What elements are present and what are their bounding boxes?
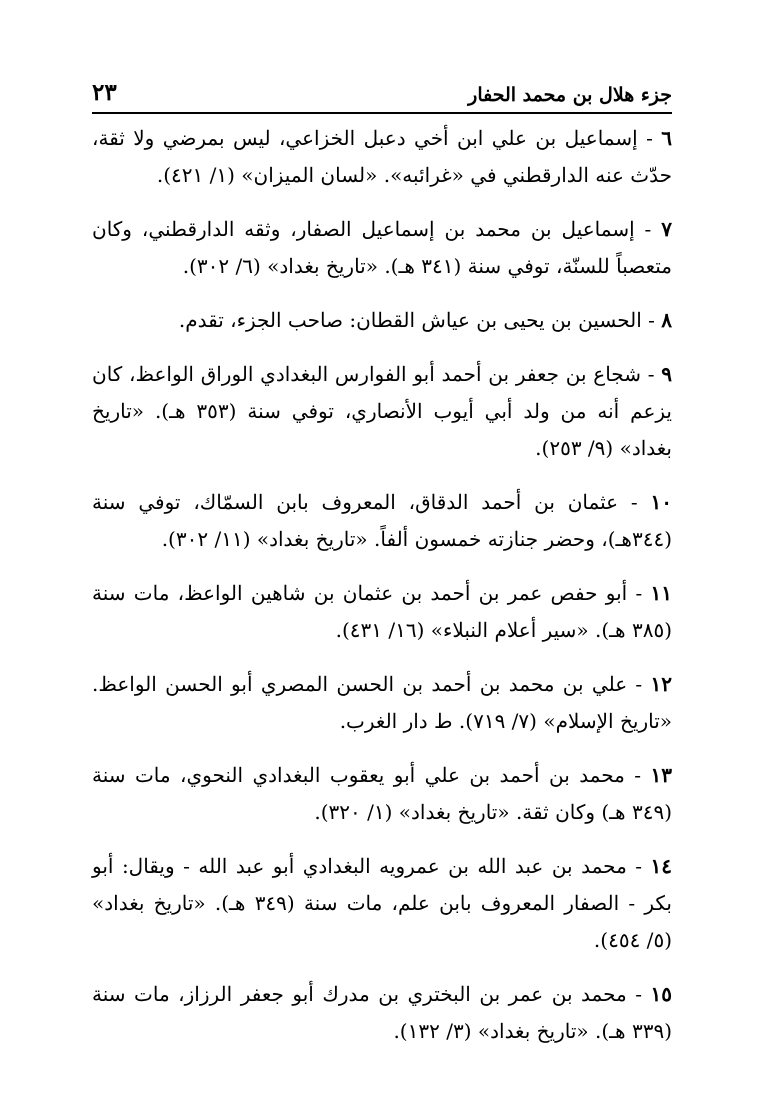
entry-number: ١١ bbox=[650, 581, 672, 605]
running-title: جزء هلال بن محمد الحفار bbox=[468, 84, 672, 106]
entry-13: ١٣ - محمد بن أحمد بن علي أبو يعقوب البغدادي النحوي، مات سنة (٣٤٩ هـ) وكان ثقة. «تاريخ بغداد» (١/ ٣٢٠). bbox=[92, 763, 672, 824]
entry-number: ٧ bbox=[661, 217, 672, 241]
entry-number: ١٥ bbox=[650, 982, 672, 1006]
entry-text: الحسين بن يحيى بن عياش القطان: صاحب الجزء، تقدم. bbox=[178, 308, 642, 332]
entry-number: ١٠ bbox=[650, 490, 672, 514]
page-header bbox=[92, 72, 672, 114]
entry-text: إسماعيل بن محمد بن إسماعيل الصفار، وثقه الدارقطني، وكان متعصباً للسنّة، توفي سنة (٣٤١ هـ). «تاريخ بغداد» (٦/ ٣٠٢). bbox=[92, 217, 672, 278]
entry-number: ١٢ bbox=[650, 672, 672, 696]
entry-text: أبو حفص عمر بن أحمد بن عثمان بن شاهين الواعظ، مات سنة (٣٨٥ هـ). «سير أعلام النبلاء» (١٦/ ٤٣١). bbox=[92, 581, 672, 642]
entry-15: ١٥ - محمد بن عمر بن البختري بن مدرك أبو جعفر الرزاز، مات سنة (٣٣٩ هـ). «تاريخ بغداد» (٣/ ١٣٢). bbox=[92, 982, 672, 1043]
entry-text: علي بن محمد بن أحمد بن الحسن المصري أبو الحسن الواعظ. «تاريخ الإسلام» (٧/ ٧١٩). ط دار الغرب. bbox=[92, 672, 672, 733]
entry-number: ١٤ bbox=[650, 854, 672, 878]
entry-text: شجاع بن جعفر بن أحمد أبو الفوارس البغدادي الوراق الواعظ، كان يزعم أنه من ولد أبي أيوب الأنصاري، توفي سنة (٣٥٣ هـ). «تاريخ بغداد» (٩/ ٢٥٣). bbox=[92, 362, 672, 460]
entry-text: محمد بن عمر بن البختري بن مدرك أبو جعفر الرزاز، مات سنة (٣٣٩ هـ). «تاريخ بغداد» (٣/ ١٣٢). bbox=[92, 982, 672, 1043]
entry-text: محمد بن عبد الله بن عمرويه البغدادي أبو عبد الله - ويقال: أبو بكر - الصفار المعروف بابن علم، مات سنة (٣٤٩ هـ). «تاريخ بغداد» (٥/ ٤٥٤). bbox=[92, 854, 672, 952]
entry-number: ٩ bbox=[661, 362, 672, 386]
entry-8: ٨ - الحسين بن يحيى بن عياش القطان: صاحب الجزء، تقدم. bbox=[178, 308, 672, 332]
biography-entries bbox=[92, 120, 672, 1067]
entry-number: ١٣ bbox=[650, 763, 672, 787]
entry-text: إسماعيل بن علي ابن أخي دعبل الخزاعي، ليس بمرضي ولا ثقة، حدّث عنه الدارقطني في «غرائبه». «لسان الميزان» (١/ ٤٢١). bbox=[92, 126, 672, 187]
entry-12: ١٢ - علي بن محمد بن أحمد بن الحسن المصري أبو الحسن الواعظ. «تاريخ الإسلام» (٧/ ٧١٩). ط دار الغرب. bbox=[92, 672, 672, 733]
entry-11: ١١ - أبو حفص عمر بن أحمد بن عثمان بن شاهين الواعظ، مات سنة (٣٨٥ هـ). «سير أعلام النبلاء» (١٦/ ٤٣١). bbox=[92, 581, 672, 642]
entry-14: ١٤ - محمد بن عبد الله بن عمرويه البغدادي أبو عبد الله - ويقال: أبو بكر - الصفار المعروف بابن علم، مات سنة (٣٤٩ هـ). «تاريخ بغداد» (٥/ ٤٥٤). bbox=[92, 854, 672, 952]
entry-9: ٩ - شجاع بن جعفر بن أحمد أبو الفوارس البغدادي الوراق الواعظ، كان يزعم أنه من ولد أبي أيوب الأنصاري، توفي سنة (٣٥٣ هـ). «تاريخ بغداد» (٩/ ٢٥٣). bbox=[92, 362, 672, 460]
entry-7: ٧ - إسماعيل بن محمد بن إسماعيل الصفار، وثقه الدارقطني، وكان متعصباً للسنّة، توفي سنة (٣٤١ هـ). «تاريخ بغداد» (٦/ ٣٠٢). bbox=[92, 217, 672, 278]
entry-text: عثمان بن أحمد الدقاق، المعروف بابن السمّاك، توفي سنة (٣٤٤هـ)، وحضر جنازته خمسون ألفاً. «تاريخ بغداد» (١١/ ٣٠٢). bbox=[92, 490, 672, 551]
page-number: ٢٣ bbox=[92, 79, 117, 106]
entry-text: محمد بن أحمد بن علي أبو يعقوب البغدادي النحوي، مات سنة (٣٤٩ هـ) وكان ثقة. «تاريخ بغداد» (١/ ٣٢٠). bbox=[92, 763, 672, 824]
entry-6: ٦ - إسماعيل بن علي ابن أخي دعبل الخزاعي، ليس بمرضي ولا ثقة، حدّث عنه الدارقطني في «غرائبه». «لسان الميزان» (١/ ٤٢١). bbox=[92, 126, 672, 187]
entry-10: ١٠ - عثمان بن أحمد الدقاق، المعروف بابن السمّاك، توفي سنة (٣٤٤هـ)، وحضر جنازته خمسون ألفاً. «تاريخ بغداد» (١١/ ٣٠٢). bbox=[92, 490, 672, 551]
entry-number: ٨ bbox=[661, 308, 672, 332]
entry-number: ٦ bbox=[661, 126, 672, 150]
